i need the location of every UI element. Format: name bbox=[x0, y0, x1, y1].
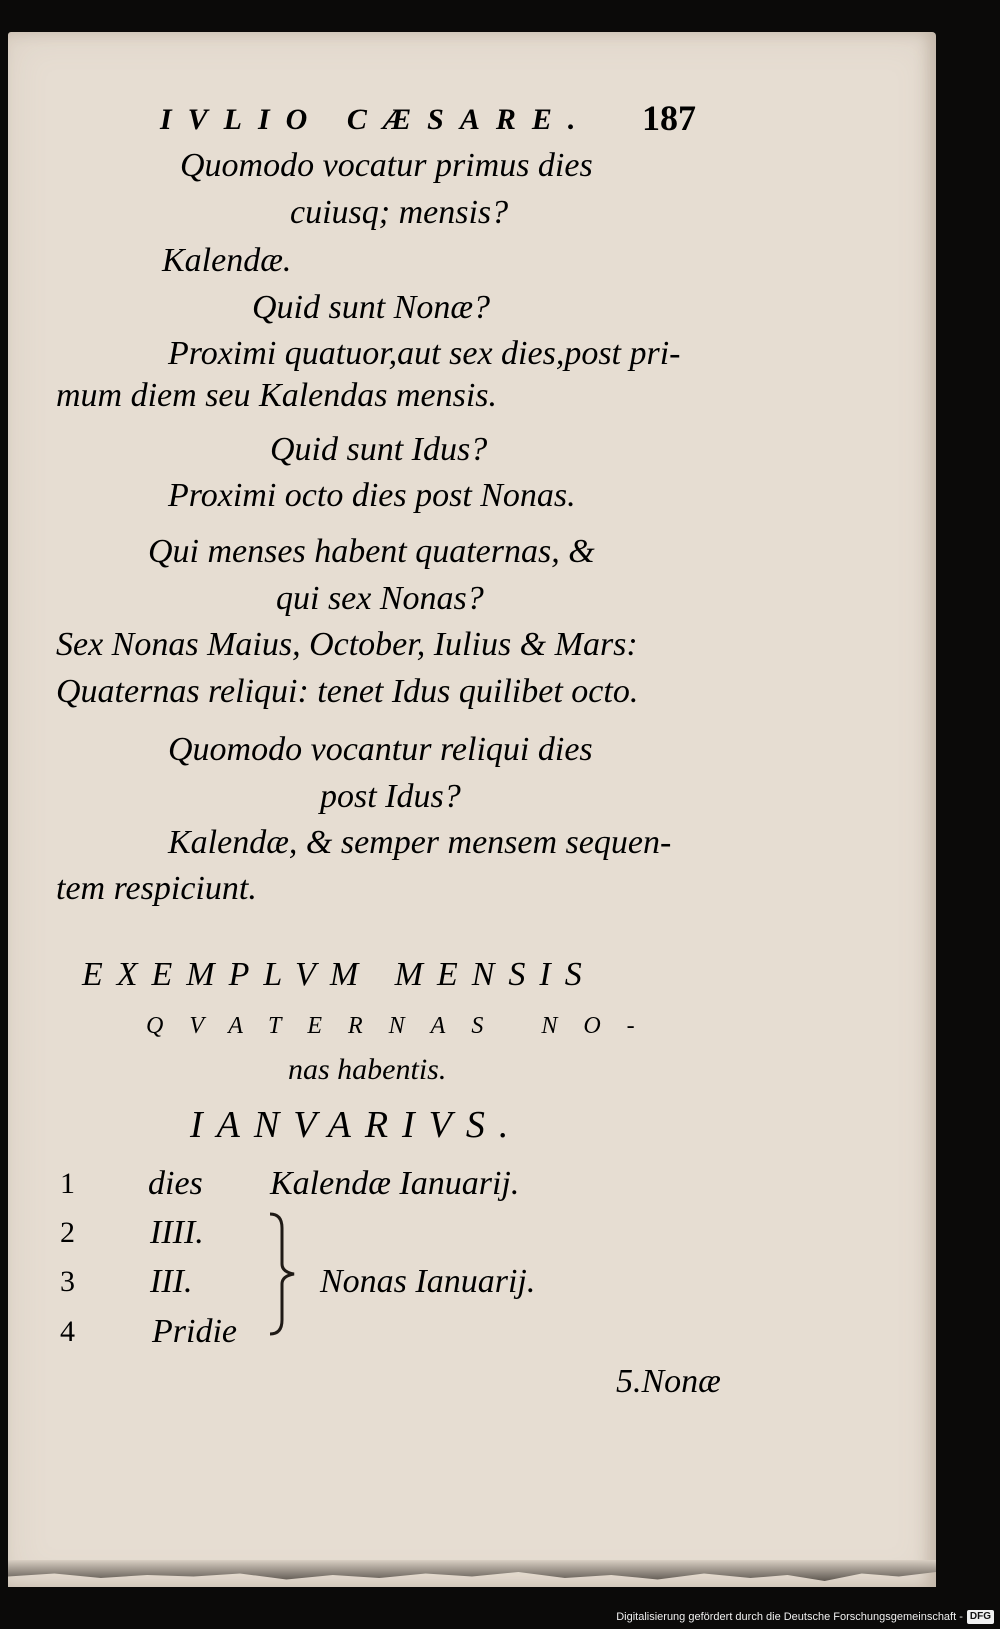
day-name: Kalendæ Ianuarij. bbox=[270, 1165, 520, 1202]
day-label: dies bbox=[148, 1165, 203, 1202]
text-line: Kalendæ. bbox=[162, 242, 292, 279]
text-line: Sex Nonas Maius, October, Iulius & Mars: bbox=[56, 626, 638, 663]
book-page bbox=[8, 32, 936, 1587]
catchword: 5.Nonæ bbox=[616, 1363, 721, 1400]
text-line: Quaternas reliqui: tenet Idus quilibet octo. bbox=[56, 673, 639, 710]
digitization-credit bbox=[616, 1607, 994, 1627]
day-number: 1 bbox=[60, 1167, 75, 1200]
example-subheading-cont: nas habentis. bbox=[288, 1053, 447, 1086]
text-line: cuiusq; mensis? bbox=[290, 194, 509, 231]
text-line: Qui menses habent quaternas, & bbox=[148, 533, 595, 570]
day-number: 2 bbox=[60, 1216, 75, 1249]
bracket-label: Nonas Ianuarij. bbox=[320, 1263, 536, 1300]
running-title: IVLIO CÆSARE. bbox=[160, 103, 592, 136]
month-title: IANVARIVS. bbox=[190, 1104, 523, 1146]
example-subheading: QVATERNAS NO- bbox=[146, 1013, 661, 1039]
text-line: Quid sunt Nonæ? bbox=[252, 289, 491, 326]
text-line: Proximi quatuor,aut sex dies,post pri- bbox=[168, 335, 681, 372]
text-line: tem respiciunt. bbox=[56, 870, 257, 907]
text-line: Quomodo vocantur reliqui dies bbox=[168, 731, 593, 768]
day-label: IIII. bbox=[150, 1214, 204, 1251]
credit-text: Digitalisierung gefördert durch die Deutsche Forschungsgemeinschaft - bbox=[616, 1611, 963, 1623]
day-number: 4 bbox=[60, 1315, 75, 1348]
day-number: 3 bbox=[60, 1265, 75, 1298]
text-line: mum diem seu Kalendas mensis. bbox=[56, 377, 498, 414]
text-line: qui sex Nonas? bbox=[276, 580, 484, 617]
text-line: Proximi octo dies post Nonas. bbox=[168, 477, 576, 514]
example-heading: EXEMPLVM MENSIS bbox=[82, 956, 596, 993]
text-line: Quid sunt Idus? bbox=[270, 431, 488, 468]
text-line: Kalendæ, & semper mensem sequen- bbox=[168, 824, 672, 861]
day-label: III. bbox=[150, 1263, 193, 1300]
text-line: post Idus? bbox=[320, 778, 461, 815]
page-number: 187 bbox=[642, 98, 696, 138]
day-label: Pridie bbox=[152, 1313, 237, 1350]
text-line: Quomodo vocatur primus dies bbox=[180, 147, 593, 184]
dfg-logo: DFG bbox=[967, 1610, 994, 1624]
brace-bracket bbox=[268, 1208, 298, 1338]
